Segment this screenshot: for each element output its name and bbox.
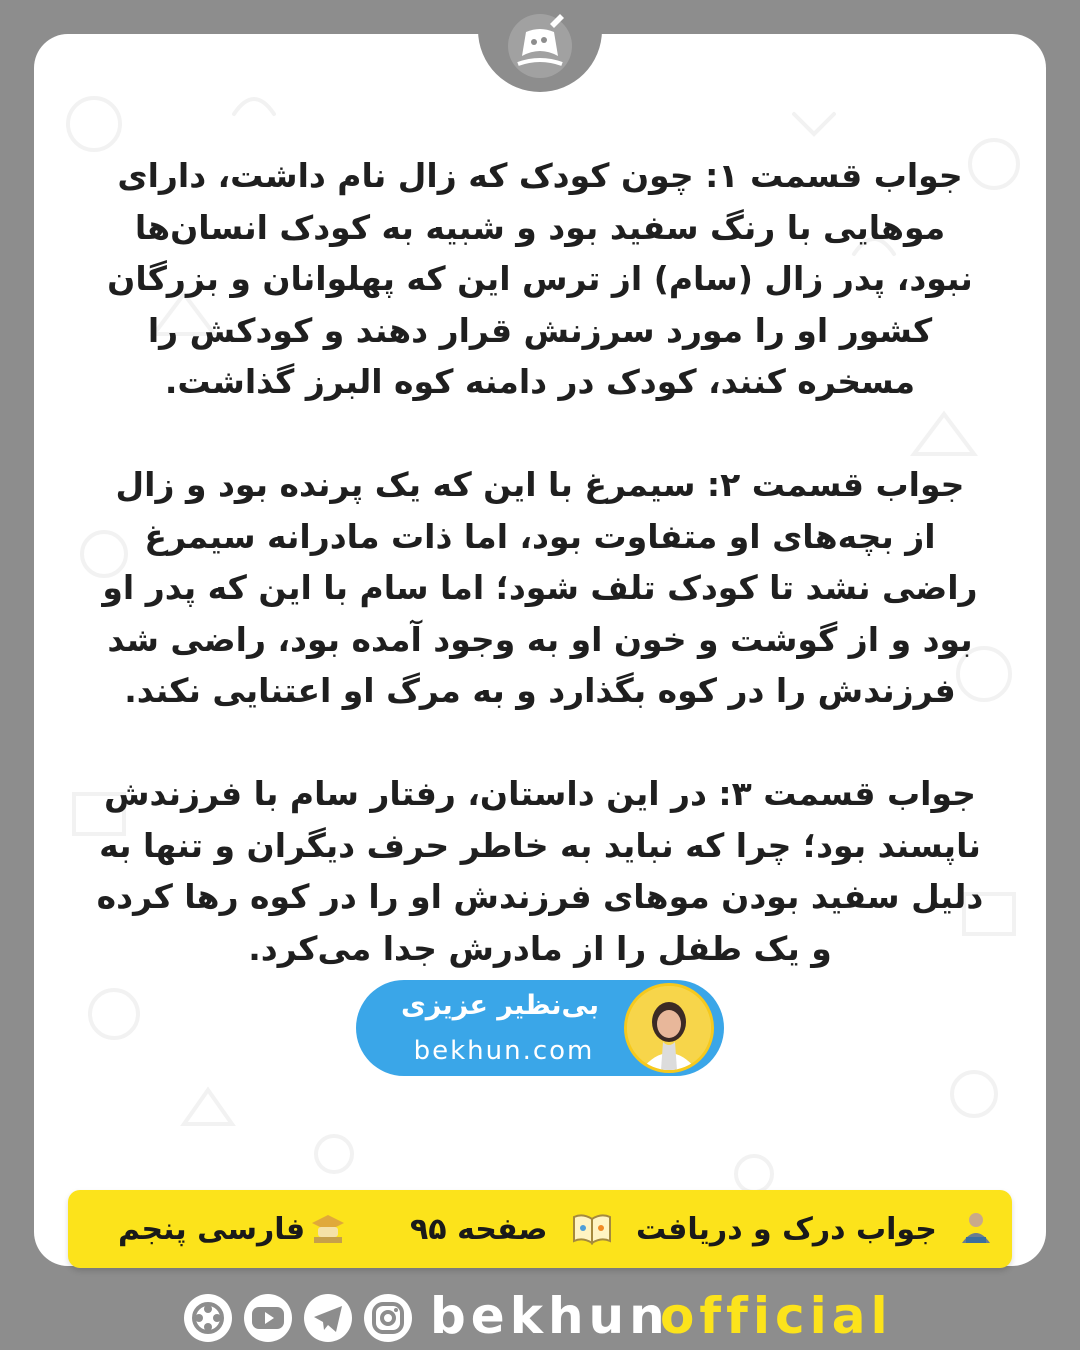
aparat-icon[interactable] xyxy=(184,1294,232,1342)
answer-paragraph-1: جواب قسمت ۱: چون کودک که زال نام داشت، دارای موهایی با رنگ سفید بود و شبیه به کودک انسان‌ها نبود، پدر زال (سام) از ترس این که پهلوانان و بزرگان کشور او را مورد سرزنش قرار دهند و کودکش را مسخره کنند، کودک در دامنه کوه البرز گذاشت. xyxy=(107,156,973,401)
author-site[interactable]: bekhun.com xyxy=(413,1036,595,1066)
graduation-cap-icon xyxy=(310,1211,346,1245)
brand-name-accent: official xyxy=(660,1287,893,1345)
avatar xyxy=(624,983,714,1073)
answer-paragraph-3: جواب قسمت ۳: در این داستان، رفتار سام با فرزندش ناپسند بود؛ چرا که نباید به خاطر حرف دیگران و تنها به دلیل سفید بودن موهای فرزندش او را در کوه رها کرده و یک طفل را از مادرش جدا می‌کرد. xyxy=(96,774,984,968)
youtube-icon[interactable] xyxy=(244,1294,292,1342)
footer-subject: فارسی پنجم xyxy=(118,1212,306,1247)
book-icon xyxy=(572,1211,612,1245)
answer-paragraph-2: جواب قسمت ۲: سیمرغ با این که یک پرنده بود و زال از بچه‌های او متفاوت بود، اما ذات مادرانه سیمرغ راضی نشد تا کودک تلف شود؛ اما سام با این که پدر او بود و از گوشت و خون او به وجود آمده بود، راضی شد فرزندش را در کوه بگذارد و به مرگ او اعتنایی نکند. xyxy=(102,465,978,710)
brand-name-primary: bekhun xyxy=(430,1287,670,1345)
bekhun-logo-icon xyxy=(488,6,592,86)
author-name: بی‌نظیر عزیزی xyxy=(400,990,600,1021)
answer-text-block xyxy=(95,150,985,1026)
instagram-icon[interactable] xyxy=(364,1294,412,1342)
telegram-icon[interactable] xyxy=(304,1294,352,1342)
footer-topic: جواب درک و دریافت xyxy=(636,1212,937,1247)
footer-page: صفحه ۹۵ xyxy=(410,1212,548,1247)
teacher-icon xyxy=(960,1211,992,1245)
